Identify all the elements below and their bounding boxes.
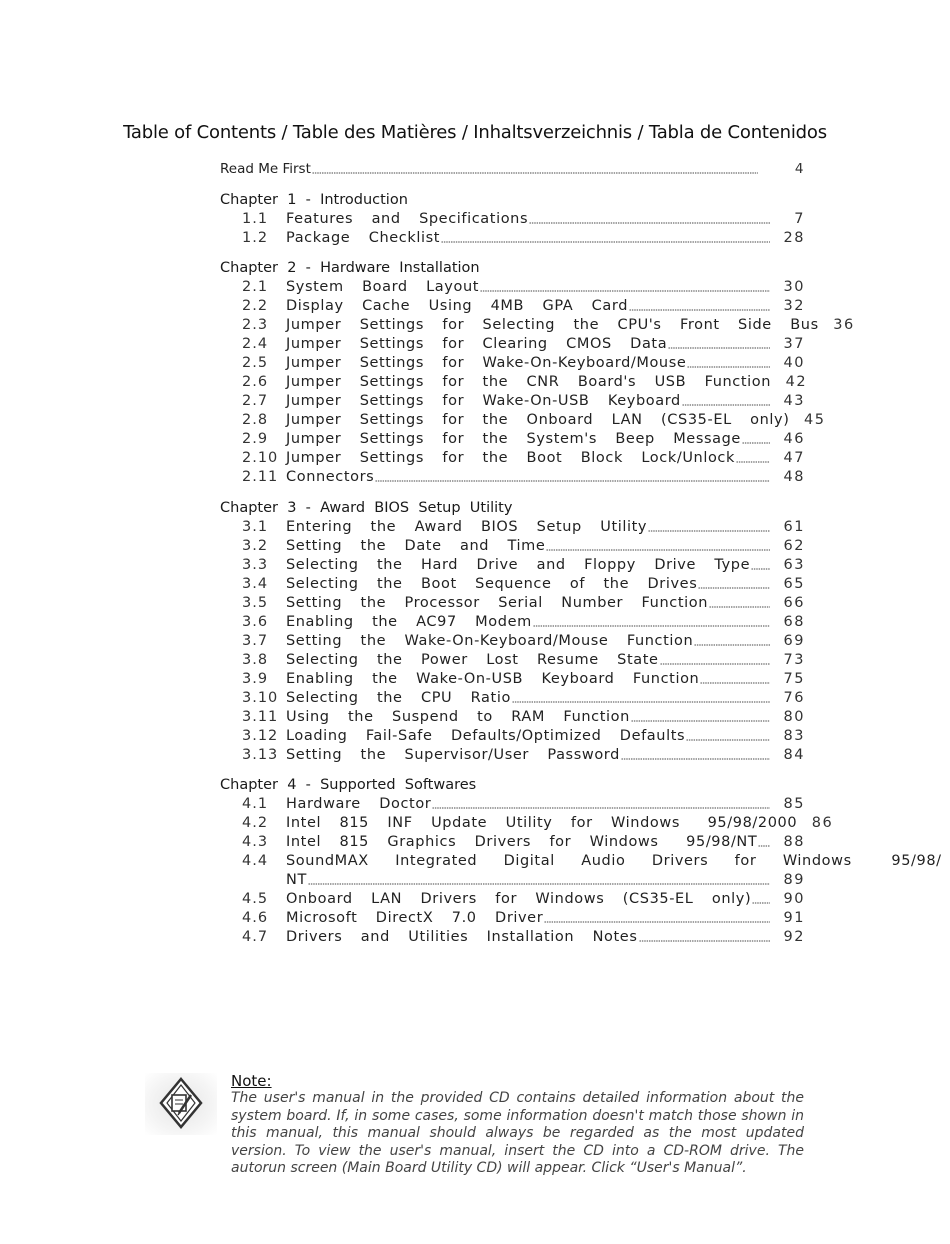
toc-entry-number: 3.10: [242, 689, 279, 706]
toc-entry[interactable]: [220, 537, 805, 556]
toc-entry[interactable]: [220, 594, 805, 613]
toc-entry-title: Setting the Processor Serial Number Function: [286, 594, 708, 611]
toc-entry-title: Jumper Settings for Clearing CMOS Data: [286, 336, 668, 352]
toc-entry[interactable]: [220, 278, 805, 297]
toc-entry-title: Selecting the Boot Sequence of the Drives: [286, 575, 698, 592]
toc-entry[interactable]: [220, 833, 805, 852]
table-of-contents: [220, 160, 942, 947]
toc-entry[interactable]: [220, 746, 805, 765]
dot-leader: [668, 344, 770, 350]
toc-entry-page: 37: [783, 336, 805, 352]
toc-entry-page: 40: [783, 355, 805, 371]
toc-entry-title: Setting the Wake-On-Keyboard/Mouse Function: [286, 632, 694, 649]
toc-entry-number: 2.1: [242, 279, 269, 295]
toc-entry-title: Jumper Settings for the System's Beep Message: [286, 431, 741, 447]
note-box: [0, 1065, 950, 1185]
toc-entry[interactable]: [220, 411, 826, 430]
toc-entry-number: 4.1: [242, 796, 269, 812]
toc-entry-page: 68: [783, 613, 805, 630]
dot-leader: [709, 603, 770, 609]
toc-entry-number: 4.2: [242, 815, 269, 831]
toc-entry-title: Features and Specifications: [286, 210, 529, 227]
toc-entry-title: Setting the Supervisor/User Password: [286, 746, 620, 763]
toc-entry[interactable]: [220, 613, 805, 632]
toc-entry-number: 2.10: [242, 450, 279, 466]
toc-entry-title: Microsoft DirectX 7.0 Driver: [286, 910, 544, 926]
dot-leader: [441, 238, 770, 244]
dot-leader: [698, 584, 770, 590]
dot-leader: [660, 660, 770, 666]
toc-entry-page: 65: [783, 575, 805, 592]
dot-leader: [432, 804, 770, 810]
toc-entry-number: 4.3: [242, 834, 269, 850]
toc-entry-page: 43: [783, 393, 805, 409]
dot-leader: [639, 937, 771, 943]
dot-leader: [375, 477, 770, 483]
chapter-list: [220, 191, 942, 948]
chapter-section: [220, 776, 942, 947]
toc-entry-number: 3.2: [242, 537, 269, 554]
dot-leader: [480, 287, 770, 293]
toc-entry-number: 3.11: [242, 708, 279, 725]
toc-entry-title: Intel 815 INF Update Utility for Windows 95/98/2000: [286, 815, 798, 831]
toc-entry-title: Intel 815 Graphics Drivers for Windows 95/98/NT: [286, 834, 758, 850]
note-pencil-icon: [145, 1073, 217, 1135]
toc-entry-number: 2.9: [242, 431, 269, 447]
dot-leader: [682, 401, 770, 407]
toc-entry-number: 2.7: [242, 393, 269, 409]
toc-entry-title: Entering the Award BIOS Setup Utility: [286, 518, 648, 535]
toc-entry-page: 83: [783, 727, 805, 744]
toc-entry[interactable]: [220, 229, 805, 248]
toc-entry-page: 69: [783, 632, 805, 649]
toc-entry-page: 45: [804, 412, 826, 428]
dot-leader: [631, 717, 770, 723]
toc-entry[interactable]: [220, 708, 805, 727]
toc-entry-page: 36: [833, 317, 855, 333]
chapter-heading[interactable]: Chapter 3 - Award BIOS Setup Utility: [220, 499, 513, 516]
toc-entry-page: 92: [783, 929, 805, 945]
toc-entry-page: 88: [783, 834, 805, 850]
toc-entry-page: 32: [783, 298, 805, 314]
toc-entry-number: 2.3: [242, 317, 269, 333]
toc-entry[interactable]: [220, 651, 805, 670]
toc-entry-page: 47: [783, 450, 805, 466]
toc-entry-number: 4.6: [242, 910, 269, 926]
toc-entry-title: Using the Suspend to RAM Function: [286, 708, 630, 725]
toc-entry-number: 4.4: [242, 853, 269, 869]
toc-entry-number: 3.1: [242, 518, 269, 535]
toc-entry[interactable]: [220, 670, 805, 689]
toc-entry-number: 2.2: [242, 298, 269, 314]
toc-entry-number: 2.11: [242, 469, 279, 485]
dot-leader: [312, 169, 758, 175]
toc-entry[interactable]: [220, 335, 805, 354]
toc-entry-page: 73: [783, 651, 805, 668]
toc-entry[interactable]: [220, 928, 805, 947]
chapter-heading[interactable]: Chapter 2 - Hardware Installation: [220, 260, 480, 276]
toc-entry-read-me-first[interactable]: [220, 160, 805, 179]
toc-entry-page: 62: [783, 537, 805, 554]
toc-entry-page: 30: [783, 279, 805, 295]
toc-entry-number: 4.7: [242, 929, 269, 945]
toc-entry-number: 3.12: [242, 727, 279, 744]
toc-entry[interactable]: [220, 890, 805, 909]
toc-entry-title: Package Checklist: [286, 229, 441, 246]
toc-entry-page: 46: [783, 431, 805, 447]
toc-entry[interactable]: [220, 468, 805, 487]
toc-entry-number: 1.2: [242, 229, 269, 246]
toc-entry-page: 86: [811, 815, 834, 831]
chapter-heading[interactable]: Chapter 4 - Supported Softwares: [220, 777, 477, 793]
toc-entry-title-continued: NT: [286, 872, 307, 888]
dot-leader: [758, 842, 770, 848]
dot-leader: [736, 458, 770, 464]
dot-leader: [546, 546, 770, 552]
toc-entry[interactable]: [220, 354, 805, 373]
toc-entry-number: 3.13: [242, 746, 279, 763]
toc-entry-page: 61: [783, 518, 805, 535]
toc-entry-page: 63: [783, 556, 805, 573]
toc-entry-title: Jumper Settings for Selecting the CPU's Front Side Bus: [286, 317, 819, 333]
toc-entry[interactable]: [220, 430, 805, 449]
dot-leader: [629, 306, 770, 312]
dot-leader: [700, 679, 770, 685]
toc-entry-number: 3.3: [242, 556, 269, 573]
toc-entry[interactable]: [220, 210, 805, 229]
toc-entry-title: Hardware Doctor: [286, 796, 432, 812]
toc-entry-title: Onboard LAN Drivers for Windows (CS35-EL only): [286, 891, 752, 907]
toc-entry-page: 89: [783, 872, 805, 888]
toc-entry-title: Loading Fail-Safe Defaults/Optimized Defaults: [286, 727, 686, 744]
toc-entry-number: 3.5: [242, 594, 269, 611]
toc-entry-number: 2.4: [242, 336, 269, 352]
toc-entry[interactable]: [220, 518, 805, 537]
page-title: Table of Contents / Table des Matières / Inhaltsverzeichnis / Tabla de Contenidos: [123, 122, 827, 143]
dot-leader: [648, 527, 770, 533]
toc-entry-page: 4: [794, 161, 805, 177]
toc-entry-title: Enabling the AC97 Modem: [286, 613, 532, 630]
toc-entry-title: Jumper Settings for the Onboard LAN (CS35-EL only): [286, 412, 790, 428]
toc-entry[interactable]: [220, 852, 942, 890]
toc-entry-page: 42: [785, 374, 808, 390]
dot-leader: [742, 439, 770, 445]
toc-entry-page: 28: [783, 229, 805, 246]
toc-entry[interactable]: [220, 727, 805, 746]
toc-entry-number: 1.1: [242, 210, 269, 227]
toc-entry-title: Drivers and Utilities Installation Notes: [286, 929, 638, 945]
toc-entry[interactable]: [220, 316, 855, 335]
toc-entry-title: Jumper Settings for Wake-On-USB Keyboard: [286, 393, 681, 409]
toc-entry[interactable]: [220, 632, 805, 651]
toc-entry-number: 3.8: [242, 651, 269, 668]
toc-entry-page: 84: [783, 746, 805, 763]
dot-leader: [694, 641, 770, 647]
toc-entry-title: Setting the Date and Time: [286, 537, 546, 554]
toc-entry-page: 91: [783, 910, 805, 926]
toc-entry-title: Selecting the CPU Ratio: [286, 689, 511, 706]
toc-entry-number: 3.4: [242, 575, 269, 592]
toc-entry-page: 75: [783, 670, 805, 687]
toc-entry-title: Selecting the Power Lost Resume State: [286, 651, 659, 668]
toc-entry[interactable]: [220, 795, 805, 814]
toc-entry-page: 48: [783, 469, 805, 485]
toc-entry[interactable]: [220, 297, 805, 316]
toc-entry-title: Read Me First: [220, 161, 311, 177]
toc-entry-title: System Board Layout: [286, 279, 480, 295]
toc-entry-number: 3.9: [242, 670, 269, 687]
toc-entry-page: 85: [783, 796, 805, 812]
dot-leader: [544, 918, 770, 924]
toc-entry[interactable]: [220, 814, 834, 833]
toc-entry[interactable]: [220, 373, 808, 392]
toc-entry-title: Jumper Settings for Wake-On-Keyboard/Mouse: [286, 355, 687, 371]
toc-entry-number: 4.5: [242, 891, 269, 907]
toc-entry-title: Display Cache Using 4MB GPA Card: [286, 298, 628, 314]
chapter-heading[interactable]: Chapter 1 - Introduction: [220, 191, 408, 208]
toc-entry-number: 3.6: [242, 613, 269, 630]
chapter-section: [220, 191, 805, 248]
dot-leader: [686, 736, 770, 742]
toc-entry-title: Enabling the Wake-On-USB Keyboard Function: [286, 670, 700, 687]
toc-entry-title: Jumper Settings for the CNR Board's USB Function: [286, 374, 772, 390]
toc-entry-number: 2.5: [242, 355, 269, 371]
dot-leader: [687, 363, 770, 369]
toc-entry-title: Selecting the Hard Drive and Floppy Drive Type: [286, 556, 751, 573]
toc-entry-title: Jumper Settings for the Boot Block Lock/Unlock: [286, 450, 736, 466]
toc-entry[interactable]: [220, 689, 805, 708]
chapter-section: [220, 259, 855, 487]
toc-entry[interactable]: [220, 909, 805, 928]
dot-leader: [533, 622, 770, 628]
toc-entry[interactable]: [220, 556, 805, 575]
dot-leader: [621, 755, 770, 761]
toc-entry-page: 7: [794, 210, 805, 227]
dot-leader: [751, 565, 770, 571]
toc-entry-number: 3.7: [242, 632, 269, 649]
toc-entry[interactable]: [220, 449, 805, 468]
toc-entry-number: 2.8: [242, 412, 269, 428]
toc-entry-title: SoundMAX Integrated Digital Audio Drivers for Windows 95/98/: [286, 853, 942, 869]
toc-entry[interactable]: [220, 392, 805, 411]
dot-leader: [752, 899, 770, 905]
dot-leader: [308, 880, 770, 886]
chapter-section: [220, 499, 805, 765]
note-label: Note:: [231, 1072, 272, 1090]
toc-entry-number: 2.6: [242, 374, 269, 390]
dot-leader: [529, 219, 770, 225]
toc-entry-title: Connectors: [286, 469, 375, 485]
note-text: The user's manual in the provided CD contains detailed information about the system board. If, in some cases, some information doesn't match those shown in this manual, this manual should always be regarded as the most updated version. To view the user's manual, insert the CD into a CD-ROM drive. The autorun screen (Main Board Utility CD) will appear. Click “User's Manual”.: [231, 1090, 804, 1177]
toc-entry-page: 66: [783, 594, 805, 611]
toc-entry-page: 80: [783, 708, 805, 725]
toc-entry[interactable]: [220, 575, 805, 594]
dot-leader: [512, 698, 770, 704]
toc-entry-page: 76: [783, 689, 805, 706]
toc-entry-page: 90: [783, 891, 805, 907]
